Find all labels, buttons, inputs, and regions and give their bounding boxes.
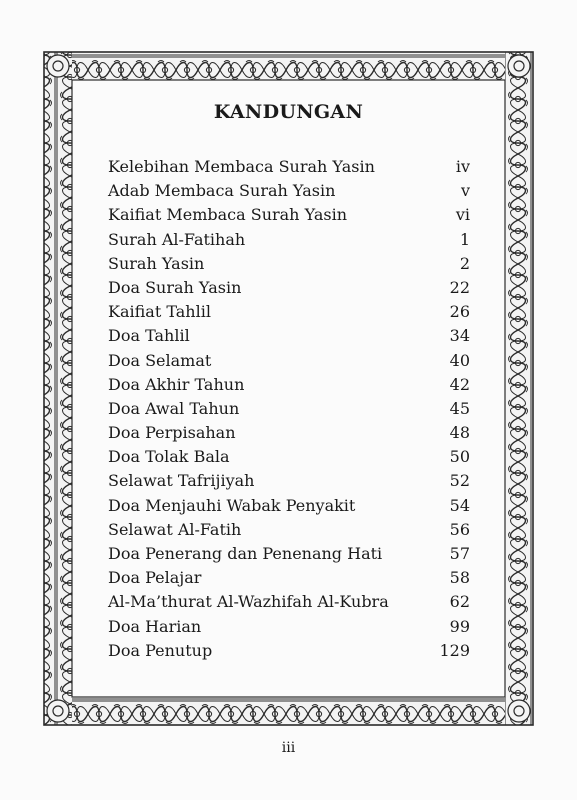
toc-entry [108,615,470,639]
toc-entry [108,397,470,421]
toc-entry-label: Doa Perpisahan [108,423,236,443]
toc-entry [108,276,470,300]
toc-entry-page: 48 [449,423,470,443]
toc-entry-page: v [460,181,470,201]
toc-entry [108,590,470,614]
toc-entry-page: 45 [449,398,470,418]
toc-entry-page: 54 [449,495,470,515]
toc-entry-page: 56 [449,519,470,539]
toc-entry-page: 129 [439,640,470,660]
toc-entry-page: 99 [449,616,470,636]
toc-entry [108,469,470,493]
toc-entry-label: Adab Membaca Surah Yasin [108,181,336,201]
toc-entry-page: 40 [449,350,470,370]
page-number: iii [281,740,296,756]
toc-entry-page: 58 [449,568,470,588]
toc-entry [108,421,470,445]
toc-entry-label: Doa Tolak Bala [108,447,230,467]
toc-entry-page: 34 [449,326,470,346]
toc-entry [108,445,470,469]
toc-entry [108,300,470,324]
toc-entry [108,228,470,252]
toc-entry-page: 50 [449,447,470,467]
page-title: KANDUNGAN [213,101,364,123]
toc-entry-page: 26 [449,302,470,322]
toc-entry-label: Kelebihan Membaca Surah Yasin [108,157,375,176]
toc-entry-label: Kaifiat Tahlil [108,302,211,322]
toc-entry-page: 1 [459,229,470,249]
table-of-contents [108,155,470,663]
toc-entry-label: Doa Penutup [108,640,213,660]
toc-entry-page: 52 [449,471,470,491]
toc-entry [108,179,470,203]
toc-entry-page: iv [455,157,470,176]
toc-entry-label: Doa Pelajar [108,568,202,588]
toc-entry-label: Surah Al-Fatihah [108,229,246,249]
toc-entry-label: Doa Tahlil [108,326,190,346]
toc-entry-page: 62 [449,592,470,612]
toc-entry-page: vi [455,205,470,225]
toc-entry-page: 57 [449,544,470,563]
toc-entry-label: Selawat Al-Fatih [108,519,242,539]
toc-entry-label: Doa Harian [108,616,202,636]
toc-entry-page: 42 [449,374,470,394]
toc-entry-label: Doa Surah Yasin [108,277,242,297]
toc-entry [108,373,470,397]
toc-entry-page: 22 [449,277,470,297]
toc-entry-label: Selawat Tafrijiyah [108,471,255,491]
toc-entry-label: Doa Selamat [108,350,212,370]
toc-entry-page: 2 [459,253,470,273]
toc-entry [108,566,470,590]
toc-entry-label: Kaifiat Membaca Surah Yasin [108,205,348,225]
toc-entry [108,324,470,348]
toc-entry [108,542,470,566]
toc-entry [108,252,470,276]
toc-entry-label: Surah Yasin [108,253,205,273]
toc-entry [108,639,470,663]
toc-entry [108,518,470,542]
toc-entry-label: Doa Menjauhi Wabak Penyakit [108,495,356,515]
toc-entry-label: Doa Akhir Tahun [108,374,245,394]
toc-entry-label: Doa Awal Tahun [108,398,240,418]
toc-entry-label: Doa Penerang dan Penenang Hati [108,544,383,563]
toc-entry [108,494,470,518]
toc-entry-label: Al-Ma’thurat Al-Wazhifah Al-Kubra [108,592,389,612]
toc-entry [108,155,470,179]
toc-entry [108,203,470,227]
toc-entry [108,349,470,373]
